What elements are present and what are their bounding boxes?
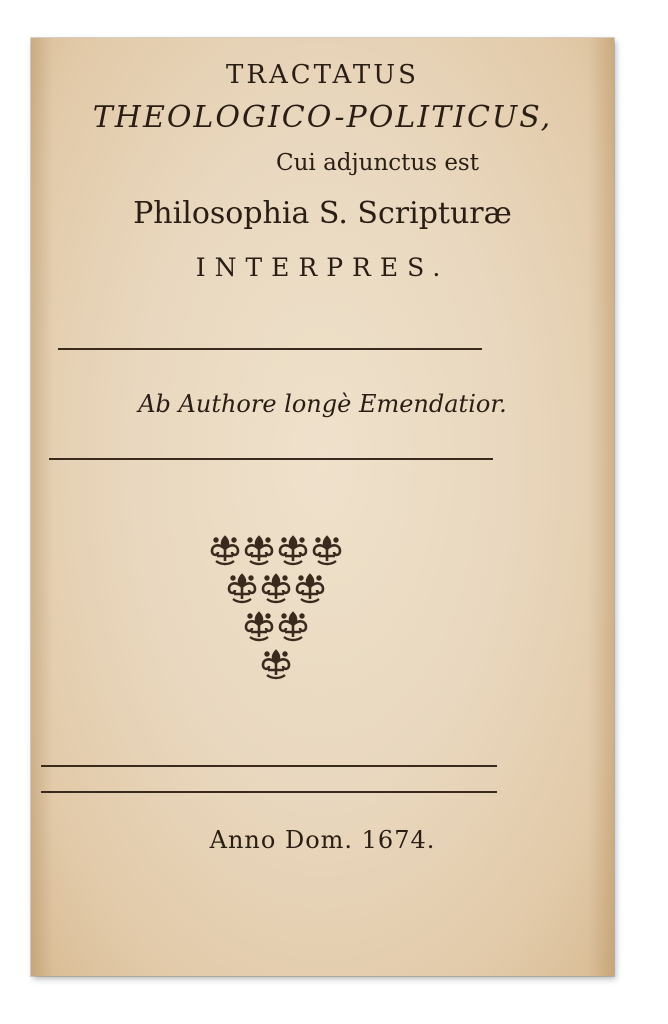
fleuron-icon [263,650,289,678]
fleuron-icon [280,536,306,564]
subtitle-line: Cui adjunctus est [276,150,479,176]
fleuron-icon [212,536,238,564]
author-note: Ab Authore longè Emendatior. [138,390,507,418]
double-rule-lower [41,791,497,793]
title-line-theologico-politicus: THEOLOGICO-POLITICUS, [92,100,553,135]
fleuron-icon [280,612,306,640]
fleuron-icon [246,536,272,564]
title-page [31,38,614,976]
fleuron-icon [246,612,272,640]
fleuron-icon [229,574,255,602]
title-line-tractatus: TRACTATUS [226,60,419,90]
divider-rule-middle [49,458,493,460]
title-line-philosophia: Philosophia S. Scripturæ [133,196,512,231]
fleuron-icon [263,574,289,602]
fleuron-icon [314,536,340,564]
double-rule-upper [41,765,497,767]
title-line-interpres: INTERPRES. [195,253,450,282]
divider-rule-top [58,348,482,350]
fleuron-icon [297,574,323,602]
imprint-date: Anno Dom. 1674. [209,826,436,854]
fleuron-cluster-icon [206,533,346,688]
